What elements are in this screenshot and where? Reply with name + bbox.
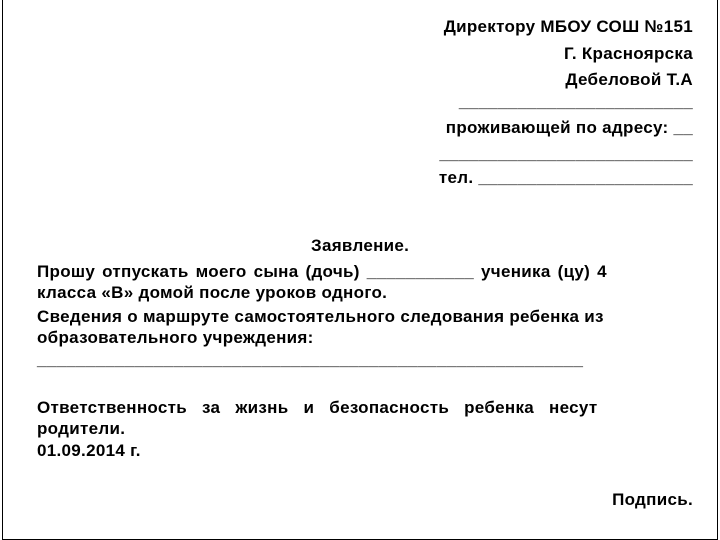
request-text-line: Прошу отпускать моего сына (дочь) ___________ ученика (цу) 4 xyxy=(37,262,607,281)
addressee-line: Директору МБОУ СОШ №151 xyxy=(443,17,693,36)
request-text-line: класса «В» домой после уроков одного. xyxy=(37,283,388,302)
applicant-name-blank: ________________________ xyxy=(458,92,693,111)
responsibility-line: Ответственность за жизнь и безопасность ребенка несут xyxy=(37,398,598,417)
route-info-line: Сведения о маршруте самостоятельного следования ребенка из xyxy=(37,307,604,326)
addressee-city: Г. Красноярска xyxy=(564,44,693,63)
applicant-address-blank: __________________________ xyxy=(439,144,693,163)
signature-label: Подпись. xyxy=(612,490,693,509)
route-info-blank: ________________________________________________________ xyxy=(37,350,584,369)
applicant-phone-label: тел. ______________________ xyxy=(438,168,693,187)
application-document xyxy=(2,0,718,540)
route-info-line: образовательного учреждения: xyxy=(37,328,314,347)
applicant-address-label: проживающей по адресу: __ xyxy=(445,118,693,137)
addressee-name: Дебеловой Т.А xyxy=(565,70,693,89)
document-date: 01.09.2014 г. xyxy=(37,441,141,460)
responsibility-line: родители. xyxy=(37,419,126,438)
document-title: Заявление. xyxy=(311,236,410,255)
